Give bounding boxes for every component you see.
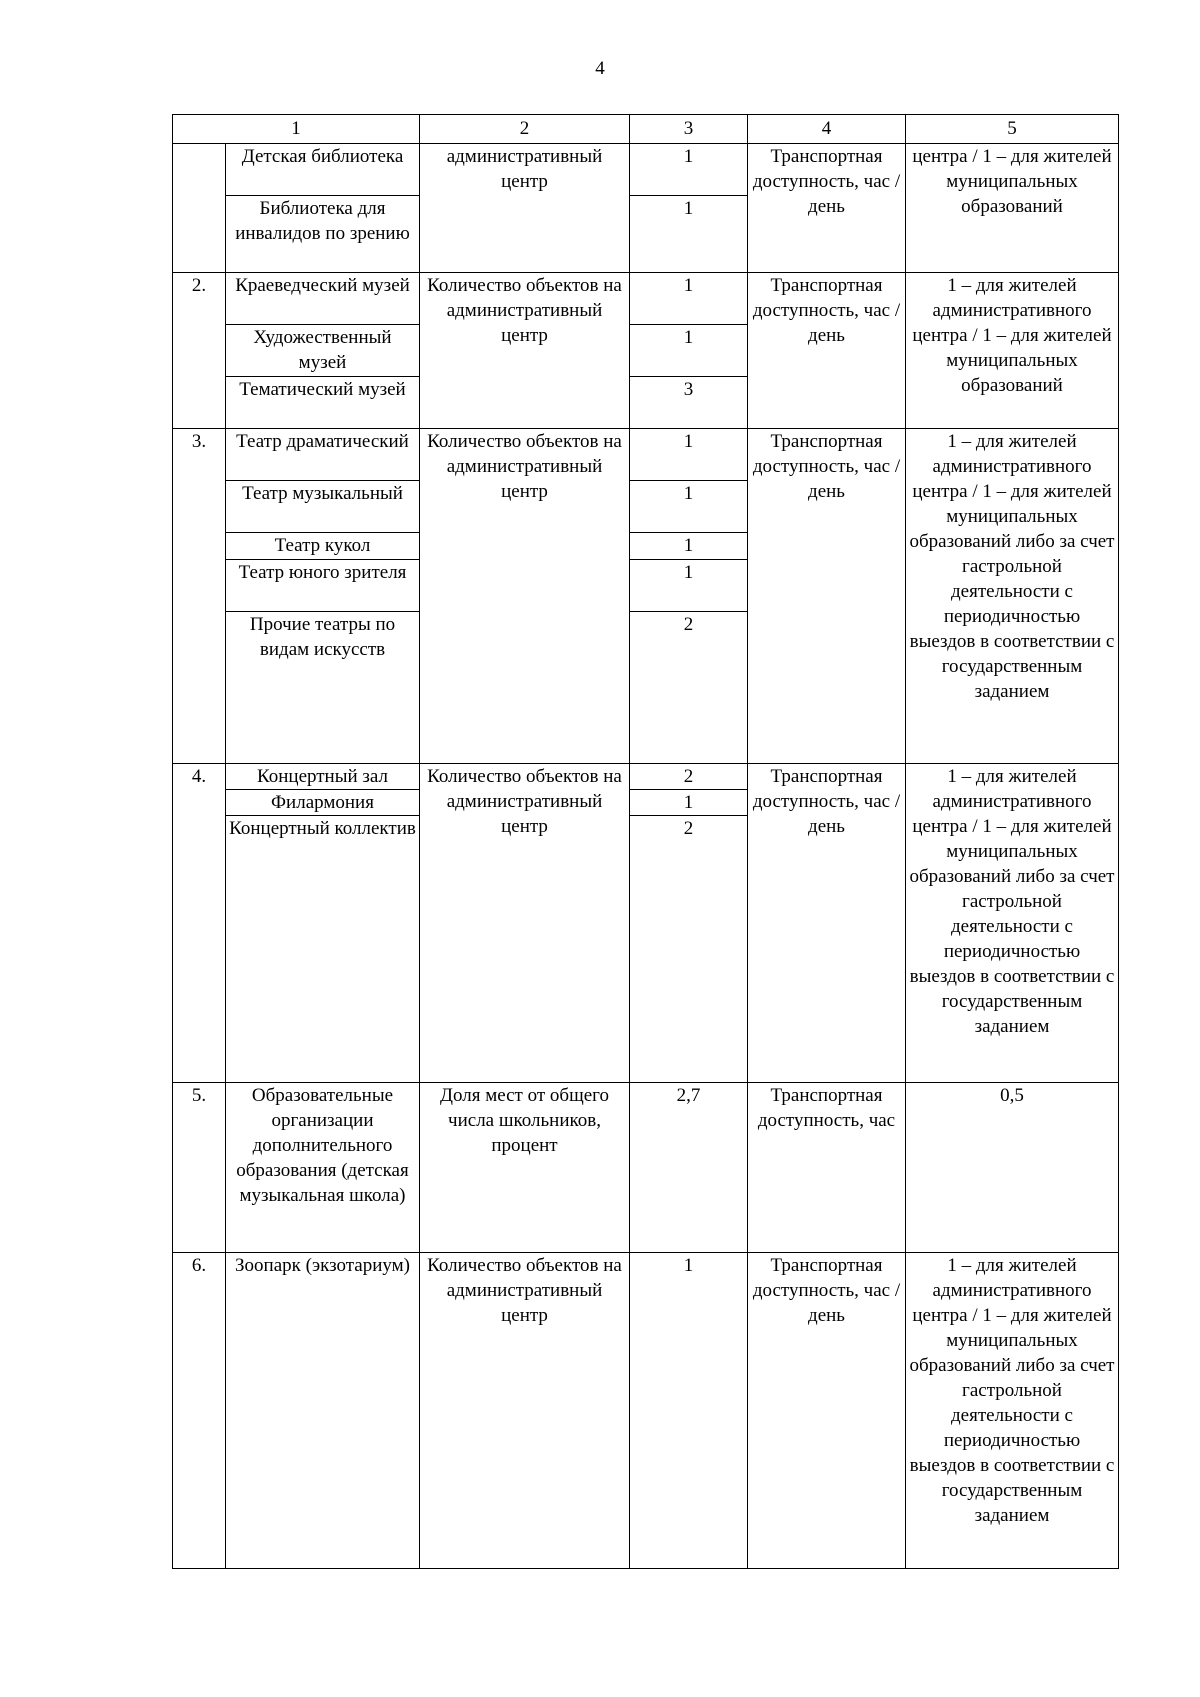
value-cell: 2	[630, 764, 748, 790]
row-number: 2.	[173, 273, 226, 429]
facility-name: Филармония	[226, 790, 420, 816]
header-cell: 5	[906, 115, 1119, 144]
facility-name: Театр юного зрителя	[226, 560, 420, 612]
facility-name: Зоопарк (экзотариум)	[226, 1253, 420, 1569]
value-cell: 1	[630, 273, 748, 325]
norm-cell: центра / 1 – для жителей муниципальных образований	[906, 144, 1119, 273]
value-cell: 2,7	[630, 1083, 748, 1253]
value-cell: 3	[630, 377, 748, 429]
value-cell: 1	[630, 533, 748, 560]
value-cell: 1	[630, 1253, 748, 1569]
value-cell: 1	[630, 790, 748, 816]
table-header-row	[173, 115, 1119, 144]
norm-cell: 1 – для жителей административного центра / 1 – для жителей муниципальных образований либо за счет гастрольной деятельности с периодичностью выездов в соответствии с государственным заданием	[906, 1253, 1119, 1569]
norm-cell: 1 – для жителей административного центра / 1 – для жителей муниципальных образований либо за счет гастрольной деятельности с периодичностью выездов в соответствии с государственным заданием	[906, 429, 1119, 764]
facility-name: Концертный зал	[226, 764, 420, 790]
table-row	[173, 1083, 1119, 1253]
table-row	[173, 764, 1119, 790]
norm-cell: 0,5	[906, 1083, 1119, 1253]
facility-name: Концертный коллектив	[226, 816, 420, 1083]
norm-cell: 1 – для жителей административного центра / 1 – для жителей муниципальных образований либо за счет гастрольной деятельности с периодичностью выездов в соответствии с государственным заданием	[906, 764, 1119, 1083]
facility-name: Тематический музей	[226, 377, 420, 429]
access-cell: Транспортная доступность, час / день	[748, 1253, 906, 1569]
access-cell: Транспортная доступность, час	[748, 1083, 906, 1253]
row-number	[173, 144, 226, 273]
header-cell: 3	[630, 115, 748, 144]
indicator-cell: Количество объектов на административный центр	[420, 1253, 630, 1569]
access-cell: Транспортная доступность, час / день	[748, 273, 906, 429]
header-cell: 2	[420, 115, 630, 144]
indicator-cell: Количество объектов на административный центр	[420, 429, 630, 764]
table-row	[173, 429, 1119, 481]
header-cell: 1	[173, 115, 420, 144]
value-cell: 1	[630, 481, 748, 533]
indicator-cell: Количество объектов на административный центр	[420, 273, 630, 429]
value-cell: 2	[630, 612, 748, 764]
page-number: 4	[595, 58, 605, 79]
facility-name: Библиотека для инвалидов по зрению	[226, 196, 420, 273]
table-row	[173, 273, 1119, 325]
indicator-cell: Количество объектов на административный центр	[420, 764, 630, 1083]
facility-name: Прочие театры по видам искусств	[226, 612, 420, 764]
norms-table	[172, 114, 1119, 1569]
row-number: 4.	[173, 764, 226, 1083]
norm-cell: 1 – для жителей административного центра / 1 – для жителей муниципальных образований	[906, 273, 1119, 429]
value-cell: 1	[630, 560, 748, 612]
facility-name: Образовательные организации дополнительного образования (детская музыкальная школа)	[226, 1083, 420, 1253]
table-row	[173, 144, 1119, 196]
table-row	[173, 1253, 1119, 1569]
facility-name: Детская библиотека	[226, 144, 420, 196]
facility-name: Художественный музей	[226, 325, 420, 377]
value-cell: 1	[630, 196, 748, 273]
row-number: 5.	[173, 1083, 226, 1253]
facility-name: Театр музыкальный	[226, 481, 420, 533]
value-cell: 1	[630, 325, 748, 377]
facility-name: Театр кукол	[226, 533, 420, 560]
value-cell: 1	[630, 144, 748, 196]
header-cell: 4	[748, 115, 906, 144]
row-number: 3.	[173, 429, 226, 764]
facility-name: Краеведческий музей	[226, 273, 420, 325]
facility-name: Театр драматический	[226, 429, 420, 481]
row-number: 6.	[173, 1253, 226, 1569]
value-cell: 1	[630, 429, 748, 481]
indicator-cell: административный центр	[420, 144, 630, 273]
access-cell: Транспортная доступность, час / день	[748, 764, 906, 1083]
indicator-cell: Доля мест от общего числа школьников, процент	[420, 1083, 630, 1253]
value-cell: 2	[630, 816, 748, 1083]
access-cell: Транспортная доступность, час / день	[748, 144, 906, 273]
access-cell: Транспортная доступность, час / день	[748, 429, 906, 764]
